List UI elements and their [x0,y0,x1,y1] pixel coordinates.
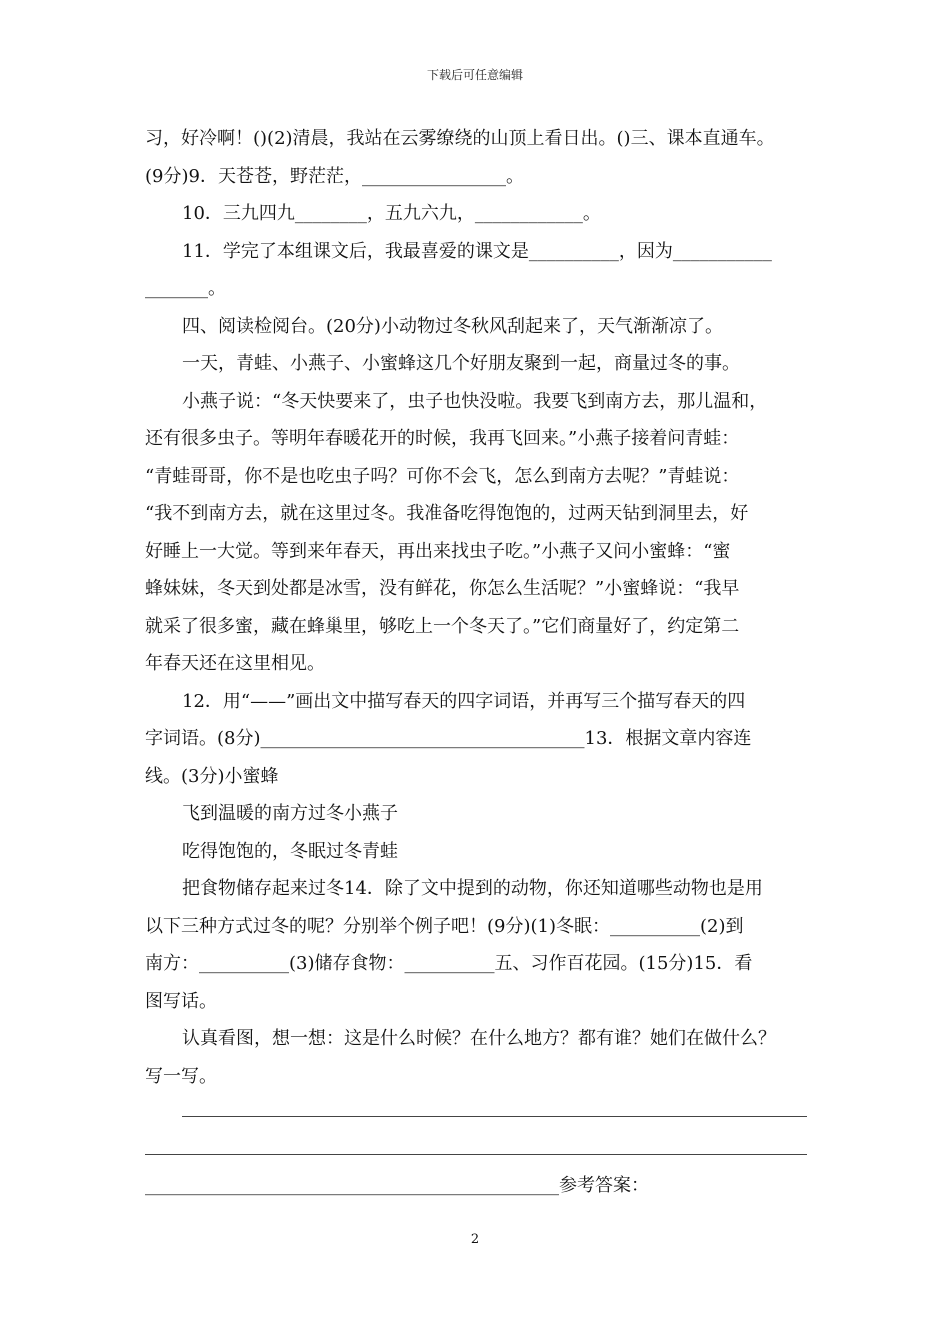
passage-line: 好睡上一大觉。等到来年春天，再出来找虫子吃。”小燕子又问小蜜蜂：“蜜 [145,540,731,562]
passage-line: 一天，青蛙、小燕子、小蜜蜂这几个好朋友聚到一起，商量过冬的事。 [182,353,740,374]
section-heading-reading: 四、阅读检阅台。(20分)小动物过冬秋风刮起来了，天气渐渐凉了。 [182,315,723,337]
page-header: 下载后可任意编辑 [426,68,523,82]
exam-body [145,120,810,1095]
passage-line: “我不到南方去，就在这里过冬。我准备吃得饱饱的，过两天钻到洞里去，好 [145,503,749,524]
question-14: 把食物储存起来过冬14．除了文中提到的动物，你还知道哪些动物也是用 [182,878,763,899]
writing-line [182,1116,807,1117]
passage-line: 还有很多虫子。等明年春暖花开的时候，我再飞回来。”小燕子接着问青蛙： [145,428,740,449]
passage-line: “青蛙哥哥，你不是也吃虫子吗？可你不会飞，怎么到南方去呢？”青蛙说： [145,465,740,487]
answer-line [145,1171,810,1201]
question-11: 11．学完了本组课文后，我最喜爱的课文是__________，因为___________ [182,240,772,262]
text-line: _______。 [145,278,226,299]
passage-line: 小燕子说：“冬天快要来了，虫子也快没啦。我要飞到南方去，那儿温和， [182,390,768,412]
passage-line: 蜂妹妹，冬天到处都是冰雪，没有鲜花，你怎么生活呢？”小蜜蜂说：“我早 [145,578,740,599]
writing-blank: ______________________________________________ [145,1175,559,1196]
text-line: 南方：__________(3)储存食物：__________五、习作百花园。(15分)15．看 [145,953,753,974]
page-number: 2 [470,1232,480,1247]
question-12: 12．用“——”画出文中描写春天的四字词语，并再写三个描写春天的四 [182,690,746,712]
writing-line [145,1154,807,1155]
text-line: 字词语。(8分)____________________________________13．根据文章内容连 [145,728,752,749]
passage-line: 就采了很多蜜，藏在蜂巢里，够吃上一个冬天了。”它们商量好了，约定第二 [145,615,740,637]
answer-key-label: 参考答案： [559,1175,649,1196]
text-line: 以下三种方式过冬的呢？分别举个例子吧！(9分)(1)冬眠：__________(2)到 [145,915,744,937]
text-line: 写一写。 [145,1065,217,1087]
text-line: (9分)9．天苍苍，野茫茫，________________。 [145,165,524,187]
passage-line: 年春天还在这里相见。 [145,653,325,674]
matching-item: 飞到温暖的南方过冬小燕子 [182,803,398,824]
text-line: 习，好冷啊！()(2)清晨，我站在云雾缭绕的山顶上看日出。()三、课本直通车。 [145,128,775,149]
matching-item: 吃得饱饱的，冬眠过冬青蛙 [182,840,398,862]
question-10: 10．三九四九________，五九六九，____________。 [182,203,601,224]
writing-prompt: 认真看图，想一想：这是什么时候？在什么地方？都有谁？她们在做什么？ [182,1028,776,1049]
text-line: 线。(3分)小蜜蜂 [145,765,279,787]
text-line: 图写话。 [145,990,217,1012]
